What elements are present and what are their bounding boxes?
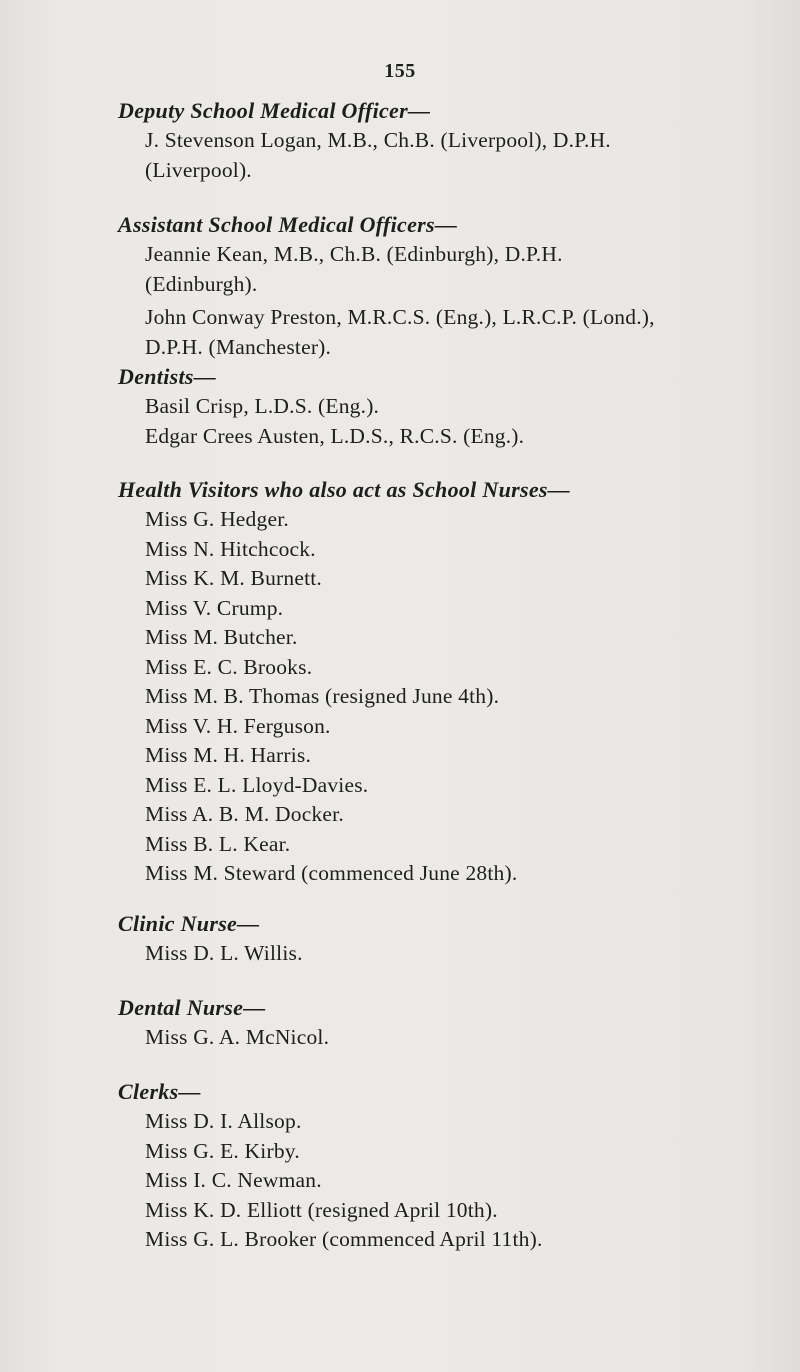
- staff-entry: Miss M. Steward (commenced June 28th).: [145, 861, 518, 885]
- section-assistant-school-medical-officers: [118, 210, 678, 362]
- section-dentists: [118, 362, 678, 451]
- staff-entry: Miss V. H. Ferguson.: [145, 713, 331, 738]
- staff-entry: Miss G. A. McNicol.: [145, 1025, 330, 1049]
- staff-entry: Miss V. Crump.: [145, 595, 284, 620]
- staff-entry: John Conway Preston, M.R.C.S. (Eng.), L.R.C.P. (Lond.), D.P.H. (Manchester).: [145, 305, 655, 359]
- staff-entry: Miss K. M. Burnett.: [145, 566, 323, 590]
- staff-entry: Miss M. B. Thomas (resigned June 4th).: [145, 684, 500, 708]
- staff-entry: Miss A. B. M. Docker.: [145, 802, 344, 826]
- section-heading: Dental Nurse—: [118, 995, 266, 1020]
- staff-entry: Edgar Crees Austen, L.D.S., R.C.S. (Eng.).: [145, 423, 525, 448]
- staff-entry: Miss B. L. Kear.: [145, 831, 291, 856]
- staff-entry: Miss G. Hedger.: [145, 507, 289, 531]
- staff-entry: Miss M. H. Harris.: [145, 743, 312, 767]
- staff-entry: Miss D. I. Allsop.: [145, 1109, 302, 1133]
- section-clinic-nurse: [118, 909, 678, 969]
- staff-entry: Basil Crisp, L.D.S. (Eng.).: [145, 394, 380, 418]
- staff-entry: Miss D. L. Willis.: [145, 941, 303, 965]
- section-heading: Deputy School Medical Officer—: [118, 98, 431, 123]
- staff-entry: Jeannie Kean, M.B., Ch.B. (Edinburgh), D.P.H. (Edinburgh).: [145, 242, 563, 296]
- section-heading: Health Visitors who also act as School Nurses—: [118, 477, 571, 502]
- section-dental-nurse: [118, 993, 678, 1053]
- staff-entry: Miss K. D. Elliott (resigned April 10th).: [145, 1197, 498, 1222]
- section-heading: Assistant School Medical Officers—: [118, 212, 458, 237]
- staff-entry: Miss N. Hitchcock.: [145, 536, 316, 561]
- section-health-visitors: [118, 475, 678, 889]
- staff-entry: Miss E. C. Brooks.: [145, 654, 313, 679]
- staff-entry: Miss G. L. Brooker (commenced April 11th).: [145, 1227, 543, 1251]
- section-heading: Clinic Nurse—: [118, 911, 260, 936]
- staff-entry: Miss E. L. Lloyd-Davies.: [145, 772, 369, 797]
- section-heading: Clerks—: [118, 1079, 201, 1104]
- staff-entry: Miss G. E. Kirby.: [145, 1138, 300, 1163]
- section-heading: Dentists—: [118, 364, 217, 389]
- page-number: 155: [384, 60, 416, 82]
- section-clerks: [118, 1077, 678, 1255]
- section-deputy-school-medical-officer: [118, 96, 678, 185]
- staff-entry: J. Stevenson Logan, M.B., Ch.B. (Liverpool), D.P.H. (Liverpool).: [145, 128, 611, 182]
- staff-entry: Miss I. C. Newman.: [145, 1168, 322, 1192]
- staff-entry: Miss M. Butcher.: [145, 625, 298, 649]
